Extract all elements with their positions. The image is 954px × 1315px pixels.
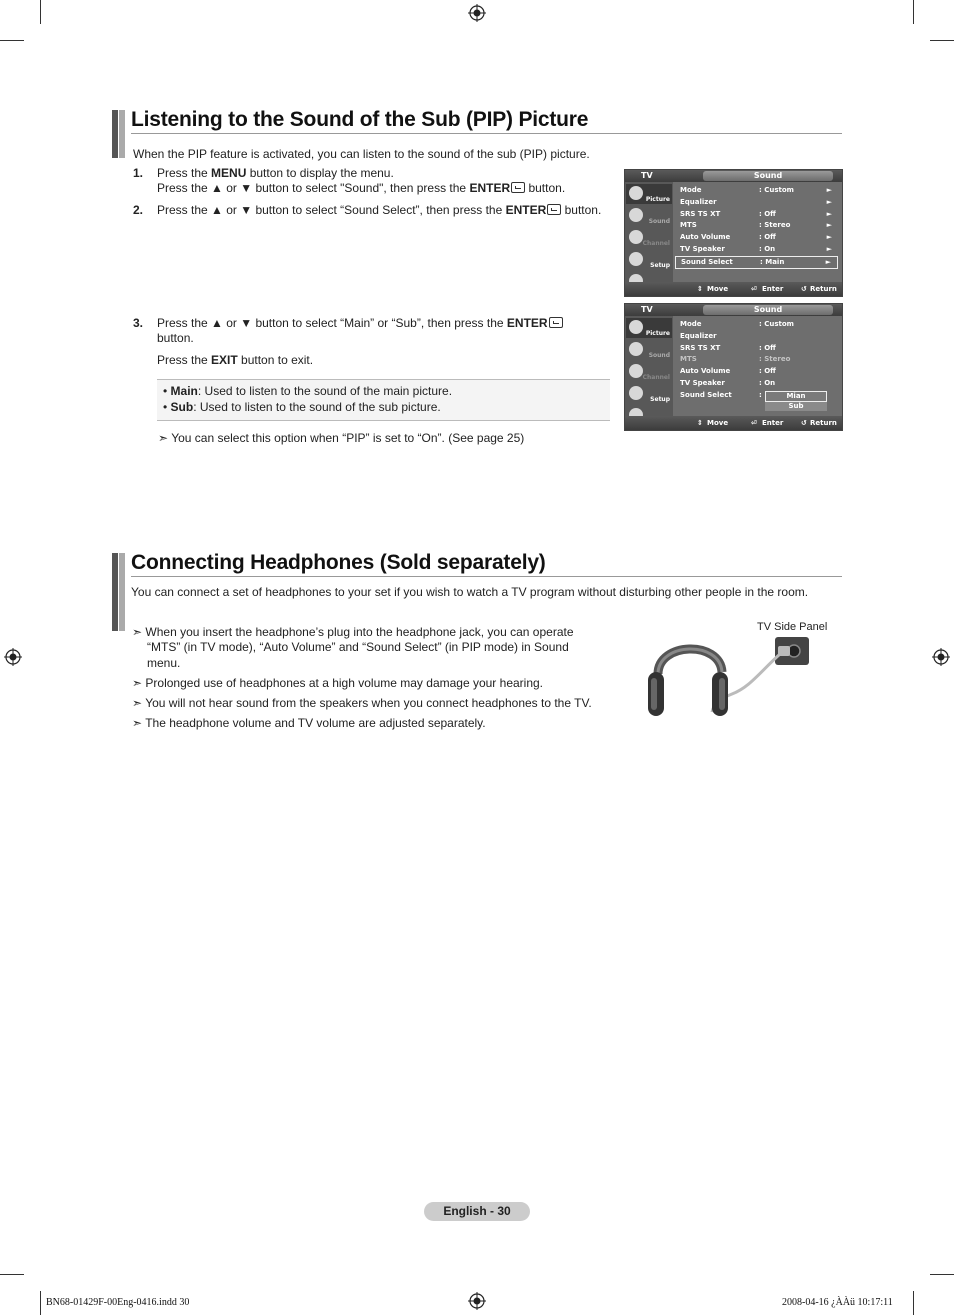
step-number: 1.	[133, 166, 144, 180]
sound-select-dropdown	[765, 391, 827, 411]
option-box	[157, 379, 610, 421]
osd-row: SRS TS XT : Off ►	[680, 210, 832, 218]
crop-mark	[0, 1274, 24, 1275]
picture-icon	[629, 320, 643, 334]
osd-side-picture: Picture	[626, 184, 672, 204]
note-cont: “MTS” (in TV mode), “Auto Volume” and “Sound Select” (in PIP mode) in Sound	[147, 640, 569, 654]
osd-side-setup: Setup	[626, 250, 672, 270]
osd-row: MTS : Stereo	[680, 355, 791, 363]
move-icon: ⇕	[697, 419, 703, 427]
osd-side-channel: Channel	[626, 362, 672, 382]
tv-osd-sound-menu	[624, 169, 843, 297]
step1-line1: Press the MENU button to display the menu.	[157, 166, 394, 180]
headphones-illustration-icon	[640, 632, 816, 724]
note-arrow-icon: ➣	[132, 696, 143, 710]
bullet-sub: • Sub: Used to listen to the sound of the sub picture.	[163, 400, 441, 414]
step3-exit: Press the EXIT button to exit.	[157, 353, 314, 367]
section-bar	[112, 110, 118, 158]
osd-tv-label: TV	[641, 171, 653, 180]
osd-row: Sound Select :	[680, 391, 762, 399]
channel-icon	[629, 230, 643, 244]
osd-tv-label: TV	[641, 305, 653, 314]
osd-side-sound: Sound	[626, 206, 672, 226]
move-icon: ⇕	[697, 285, 703, 293]
setup-gear-icon	[629, 386, 643, 400]
tv-osd-sound-select	[624, 303, 843, 431]
osd-sidebar	[625, 316, 673, 416]
setup-gear-icon	[629, 252, 643, 266]
step2-text: Press the ▲ or ▼ button to select “Sound Select”, then press the ENTER button.	[157, 203, 602, 217]
enter-icon: ⏎	[751, 419, 757, 427]
osd-row: Mode : Custom	[680, 320, 794, 328]
sound-icon	[629, 208, 643, 222]
note-arrow-icon: ➣	[132, 676, 143, 690]
crop-mark	[913, 1291, 914, 1315]
section-bar	[119, 553, 125, 631]
enter-icon	[547, 204, 561, 215]
osd-row: TV Speaker : On ►	[680, 245, 832, 253]
registration-mark-icon	[468, 1292, 486, 1310]
channel-icon	[629, 364, 643, 378]
picture-icon	[629, 186, 643, 200]
crop-mark	[913, 0, 914, 24]
section-bar	[112, 553, 118, 631]
osd-row: Equalizer	[680, 332, 717, 340]
osd-row: Auto Volume : Off ►	[680, 233, 832, 241]
osd-footer: ⇕ Move ⏎ Enter ↺ Return	[625, 416, 842, 430]
bullet-main: • Main: Used to listen to the sound of the main picture.	[163, 384, 453, 398]
note-arrow-icon: ➣	[132, 625, 143, 639]
osd-side-picture: Picture	[626, 318, 672, 338]
crop-mark	[40, 1291, 41, 1315]
crop-mark	[40, 0, 41, 24]
tv-side-panel-label: TV Side Panel	[757, 621, 828, 633]
registration-mark-icon	[932, 648, 950, 666]
osd-row: SRS TS XT : Off	[680, 344, 776, 352]
osd-row: Auto Volume : Off	[680, 367, 776, 375]
osd-title: Sound	[703, 171, 833, 181]
osd-row: Mode : Custom ►	[680, 186, 832, 194]
osd-footer: ⇕ Move ⏎ Enter ↺ Return	[625, 282, 842, 296]
return-icon: ↺	[801, 285, 807, 293]
section-title: Listening to the Sound of the Sub (PIP) Picture	[131, 108, 589, 131]
title-rule	[131, 133, 842, 134]
crop-mark	[0, 40, 24, 41]
return-icon: ↺	[801, 419, 807, 427]
note: ➣ When you insert the headphone’s plug into the headphone jack, you can operate	[132, 625, 574, 639]
osd-sidebar	[625, 182, 673, 282]
osd-row: Equalizer ►	[680, 198, 832, 206]
section-intro: When the PIP feature is activated, you can listen to the sound of the sub (PIP) picture.	[133, 147, 590, 161]
step3-text-cont: button.	[157, 331, 194, 345]
note-cont: menu.	[147, 656, 181, 670]
enter-icon: ⏎	[751, 285, 757, 293]
date-slug: 2008-04-16 ¿ÀÀü 10:17:11	[782, 1297, 893, 1308]
title-rule	[131, 576, 842, 577]
osd-row: MTS : Stereo ►	[680, 221, 832, 229]
section-intro: You can connect a set of headphones to your set if you wish to watch a TV program without disturbing other people in the room.	[131, 585, 809, 599]
registration-mark-icon	[468, 4, 486, 22]
note: ➣ Prolonged use of headphones at a high volume may damage your hearing.	[132, 676, 544, 690]
note: ➣ You will not hear sound from the speakers when you connect headphones to the TV.	[132, 696, 592, 710]
enter-icon	[511, 182, 525, 193]
file-slug: BN68-01429F-00Eng-0416.indd 30	[46, 1297, 190, 1308]
section-bar	[119, 110, 125, 158]
osd-side-setup: Setup	[626, 384, 672, 404]
dropdown-option-sub: Sub	[765, 402, 827, 411]
osd-row-selected: Sound Select : Main ►	[675, 256, 838, 269]
osd-row: TV Speaker : On	[680, 379, 776, 387]
section-title: Connecting Headphones (Sold separately)	[131, 551, 546, 574]
step3-text: Press the ▲ or ▼ button to select “Main” or “Sub”, then press the ENTER	[157, 316, 563, 331]
step1-line2: Press the ▲ or ▼ button to select "Sound", then press the ENTER button.	[157, 181, 566, 195]
note: ➣ The headphone volume and TV volume are adjusted separately.	[132, 716, 486, 730]
page-number: English - 30	[424, 1202, 530, 1221]
step-number: 3.	[133, 316, 144, 330]
crop-mark	[930, 40, 954, 41]
crop-mark	[930, 1274, 954, 1275]
enter-icon	[549, 317, 563, 328]
osd-title: Sound	[703, 305, 833, 315]
note-arrow-icon: ➣	[158, 431, 169, 445]
osd-side-sound: Sound	[626, 340, 672, 360]
sound-icon	[629, 342, 643, 356]
registration-mark-icon	[4, 648, 22, 666]
osd-side-channel: Channel	[626, 228, 672, 248]
note-arrow-icon: ➣	[132, 716, 143, 730]
note: ➣ You can select this option when “PIP” is set to “On”. (See page 25)	[158, 431, 525, 445]
step-number: 2.	[133, 203, 144, 217]
dropdown-option-main: Mian	[765, 391, 827, 402]
